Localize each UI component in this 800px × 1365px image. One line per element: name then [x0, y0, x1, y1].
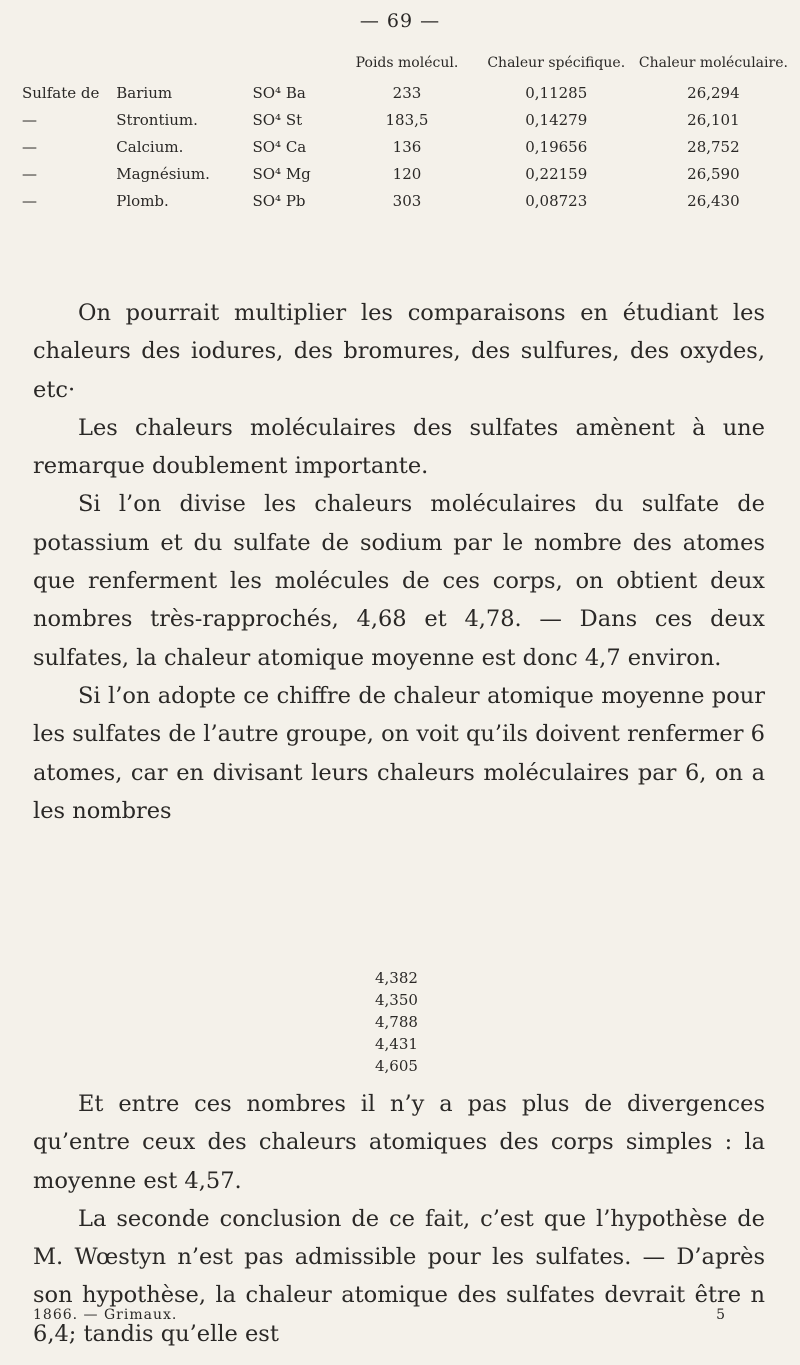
row-molecular-heat: 26,430: [687, 191, 740, 210]
col-header-mol-weight: Poids molécul.: [355, 55, 459, 71]
row-mol-weight: 183,5: [385, 110, 429, 129]
table-row: [22, 160, 792, 187]
row-specific-heat: 0,08723: [525, 191, 588, 210]
col-header-molecular-heat: Chaleur moléculaire.: [638, 55, 788, 71]
paragraph: On pourrait multiplier les comparaisons en étudiant les chaleurs des iodures, des bromures, des sulfures, des oxydes, etc·: [33, 300, 765, 403]
row-molecular-heat: 26,590: [687, 164, 740, 183]
col-header-specific-heat: Chaleur spécifique.: [487, 55, 626, 71]
main-text: [33, 294, 765, 830]
row-substance: Magnésium.: [116, 164, 210, 183]
table-header-row: [22, 56, 792, 79]
number-list: [375, 967, 418, 1077]
row-label: —: [22, 164, 37, 183]
row-specific-heat: 0,11285: [525, 83, 588, 102]
row-molecular-heat: 28,752: [687, 137, 740, 156]
paragraph: La seconde conclusion de ce fait, c’est que l’hypothèse de M. Wœstyn n’est pas admissible pour les sulfates. — D’après son hypothèse, la chaleur atomique des sulfates devrait être n 6,4; tandis qu’elle est: [33, 1205, 765, 1347]
row-molecular-heat: 26,294: [687, 83, 740, 102]
table-row: [22, 79, 792, 106]
sheet-number: 5: [716, 1307, 725, 1323]
footer-signature: 1866. — Grimaux.: [33, 1307, 178, 1323]
paragraph: Les chaleurs moléculaires des sulfates amènent à une remarque doublement importante.: [33, 414, 765, 480]
row-substance: Calcium.: [116, 137, 184, 156]
row-molecular-heat: 26,101: [687, 110, 740, 129]
sulfate-heat-table: [22, 56, 792, 214]
row-formula: SO⁴ St: [252, 110, 303, 129]
row-label: —: [22, 137, 37, 156]
page-footer: [33, 1307, 765, 1323]
row-mol-weight: 233: [392, 83, 422, 102]
row-label: —: [22, 110, 37, 129]
row-substance: Barium: [116, 83, 173, 102]
row-mol-weight: 136: [392, 137, 422, 156]
table-row: [22, 187, 792, 214]
table-row: [22, 106, 792, 133]
number-item: 4,382: [375, 969, 418, 987]
paragraph: Si l’on adopte ce chiffre de chaleur atomique moyenne pour les sulfates de l’autre groupe, on voit qu’ils doivent renfermer 6 atomes, car en divisant leurs chaleurs moléculaires par 6, on a les nombres: [33, 682, 765, 824]
row-specific-heat: 0,14279: [525, 110, 588, 129]
row-label: —: [22, 191, 37, 210]
row-substance: Plomb.: [116, 191, 169, 210]
number-item: 4,605: [375, 1057, 418, 1075]
row-formula: SO⁴ Ba: [252, 83, 306, 102]
row-specific-heat: 0,19656: [525, 137, 588, 156]
table-row: [22, 133, 792, 160]
paragraph: Et entre ces nombres il n’y a pas plus de divergences qu’entre ceux des chaleurs atomiques des corps simples : la moyenne est 4,57.: [33, 1091, 765, 1194]
number-item: 4,788: [375, 1013, 418, 1031]
row-formula: SO⁴ Pb: [252, 191, 306, 210]
row-label: Sulfate de: [22, 83, 100, 102]
page-number: — 69 —: [359, 10, 441, 32]
row-formula: SO⁴ Mg: [252, 164, 311, 183]
row-specific-heat: 0,22159: [525, 164, 588, 183]
row-formula: SO⁴ Ca: [252, 137, 307, 156]
number-item: 4,350: [375, 991, 418, 1009]
row-mol-weight: 120: [392, 164, 422, 183]
row-substance: Strontium.: [116, 110, 198, 129]
number-item: 4,431: [375, 1035, 418, 1053]
row-mol-weight: 303: [392, 191, 422, 210]
paragraph: Si l’on divise les chaleurs moléculaires du sulfate de potassium et du sulfate de sodium par le nombre des atomes que renferment les molécules de ces corps, on obtient deux nombres très-rapprochés, 4,68 et 4,78. — Dans ces deux sulfates, la chaleur atomique moyenne est donc 4,7 environ.: [33, 491, 765, 671]
